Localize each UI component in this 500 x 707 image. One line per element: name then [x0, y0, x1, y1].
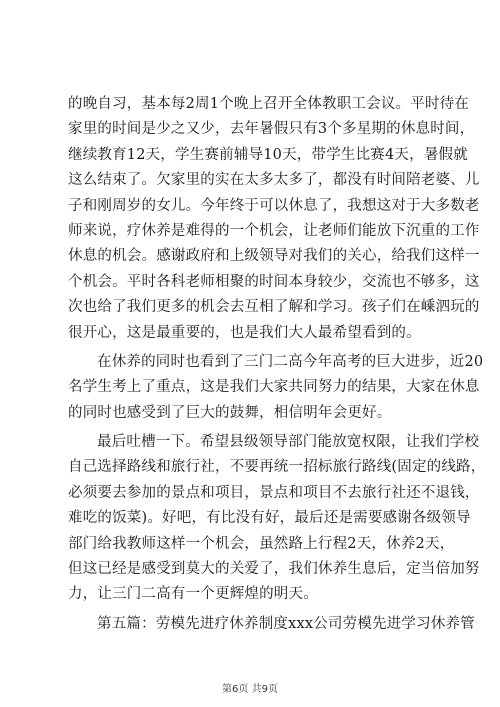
section-heading-line: 第五篇：劳模先进疗休养制度xxx公司劳模先进学习休养管	[97, 615, 475, 632]
page-number-footer: 第6页 共9页	[222, 684, 278, 695]
body-line: 最后吐槽一下。希望县级领导部门能放宽权限，让我们学校	[97, 434, 480, 451]
body-line: 很开心，这是最重要的，也是我们大人最希望看到的。	[68, 324, 421, 341]
body-line: 但这已经是感受到莫大的关爱了，我们休养生息后，定当倍加努	[68, 561, 480, 578]
body-line: 的同时也感受到了巨大的鼓舞，相信明年会更好。	[68, 404, 392, 421]
body-line: 个机会。平时各科老师相聚的时间本身较少，交流也不够多，这	[68, 273, 480, 290]
body-line: 休息的机会。感谢政府和上级领导对我们的关心，给我们这样一	[68, 248, 480, 265]
body-line: 子和刚周岁的女儿。今年终于可以休息了，我想这对于大多数老	[68, 197, 480, 214]
body-line: 师来说，疗休养是难得的一个机会，让老师们能放下沉重的工作	[68, 222, 480, 239]
document-body	[68, 92, 486, 637]
body-line: 难吃的饭菜)。好吧，有比没有好，最后还是需要感谢各级领导	[68, 510, 471, 527]
body-line: 部门给我教师这样一个机会，虽然路上行程2天，休养2天，	[68, 535, 455, 552]
body-line: 次也给了我们更多的机会去互相了解和学习。孩子们在嵊泗玩的	[68, 299, 480, 316]
body-line: 这么结束了。欠家里的实在太多太多了，都没有时间陪老婆、儿	[68, 172, 480, 189]
body-line: 继续教育12天，学生赛前辅导10天，带学生比赛4天，暑假就	[68, 146, 468, 163]
body-line: 在休养的同时也看到了三门二高今年高考的巨大进步，近20	[97, 353, 484, 370]
body-line: 的晚自习，基本每2周1个晚上召开全体教职工会议。平时待在	[68, 96, 470, 112]
body-line: 名学生考上了重点，这是我们大家共同努力的结果，大家在休息	[68, 379, 480, 396]
body-line: 家里的时间是少之又少，去年暑假只有3个多星期的休息时间，	[68, 121, 475, 138]
body-line: 自己选择路线和旅行社，不要再统一招标旅行路线(固定的线路，	[68, 459, 486, 476]
body-line: 力，让三门二高有一个更辉煌的明天。	[68, 586, 318, 603]
body-line: 必须要去参加的景点和项目，景点和项目不去旅行社还不退钱，	[68, 484, 480, 501]
